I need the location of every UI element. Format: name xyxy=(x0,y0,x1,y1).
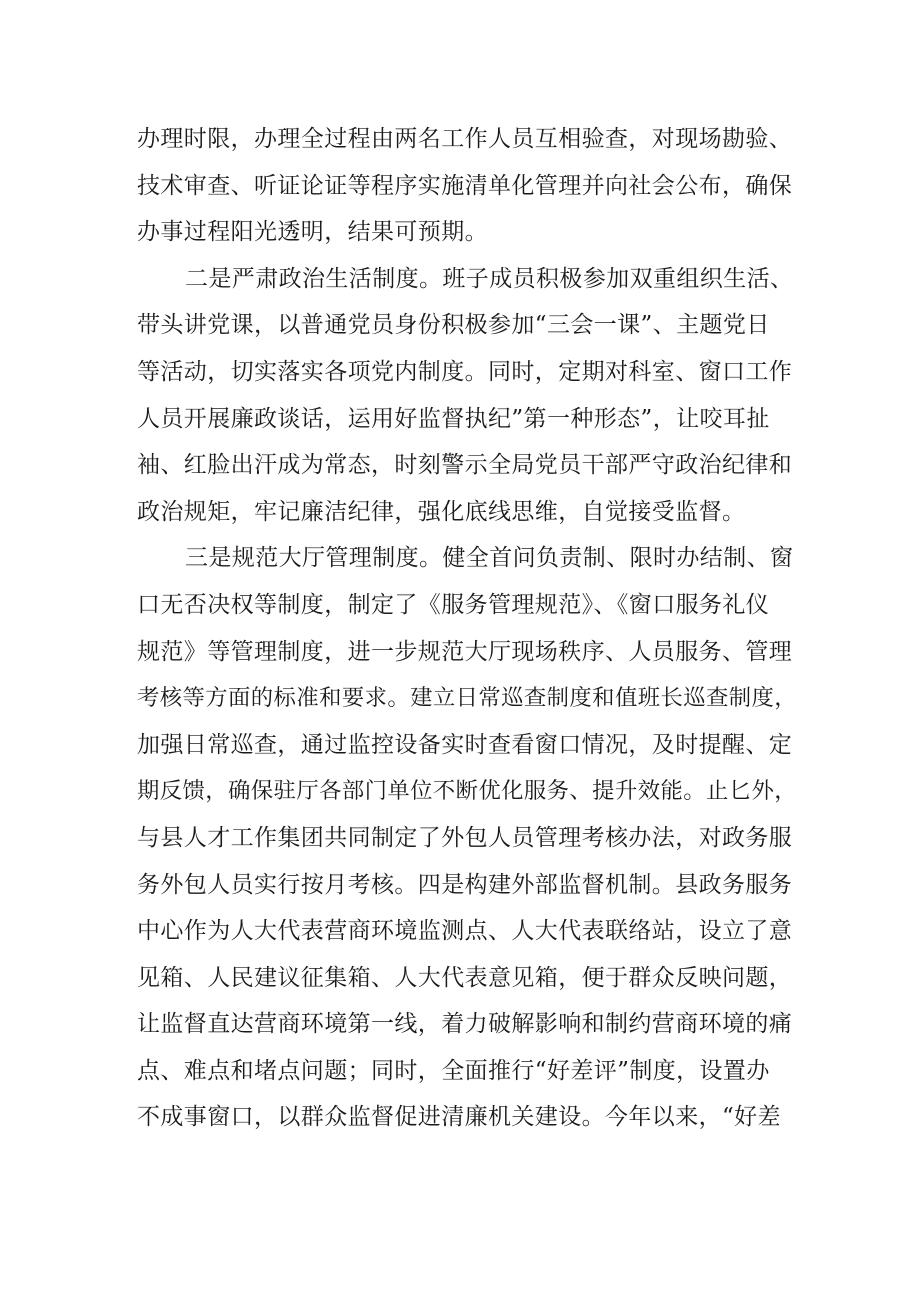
text-line: 与县人才工作集团共同制定了外包人员管理考核办法，对政务服 xyxy=(137,824,793,851)
text-line: 技术审查、听证论证等程序实施清单化管理并向社会公布，确保 xyxy=(137,172,793,199)
text-line: 规范》等管理制度，进一步规范大厅现场秩序、人员服务、管理 xyxy=(137,638,793,665)
text-line: 务外包人员实行按月考核。四是构建外部监督机制。县政务服务 xyxy=(137,871,793,898)
text-line: 带头讲党课，以普通党员身份积极参加“三会一课”、主题党日 xyxy=(137,312,770,339)
text-line: 办理时限，办理全过程由两名工作人员互相验查，对现场勘验、 xyxy=(137,126,793,152)
text-line: 加强日常巡查，通过监控设备实时查看窗口情况，及时提醒、定 xyxy=(137,731,793,758)
text-line: 办事过程阳光透明，结果可预期。 xyxy=(137,219,488,246)
text-line: 期反馈，确保驻厅各部门单位不断优化服务、提升效能。止匕外， xyxy=(137,778,798,805)
text-line: 二是严肃政治生活制度。班子成员积极参加双重组织生活、 xyxy=(185,265,794,292)
text-line: 人员开展廉政谈话，运用好监督执纪”第一种形态”，让咬耳扯 xyxy=(137,405,770,432)
text-line: 不成事窗口，以群众监督促进清廉机关建设。今年以来，“好差 xyxy=(137,1104,781,1131)
text-line: 等活动，切实落实各项党内制度。同时，定期对科室、窗口工作 xyxy=(137,358,793,385)
text-line: 袖、红脸出汗成为常态，时刻警示全局党员干部严守政治纪律和 xyxy=(137,452,793,479)
text-line: 见箱、人民建议征集箱、人大代表意见箱，便于群众反映问题， xyxy=(137,964,793,991)
text-line: 让监督直达营商环境第一线，着力破解影响和制约营商环境的痛 xyxy=(137,1011,793,1038)
text-line: 政治规矩，牢记廉洁纪律，强化底线思维，自觉接受监督。 xyxy=(137,498,746,525)
text-line: 考核等方面的标准和要求。建立日常巡查制度和值班长巡查制度， xyxy=(137,685,798,712)
text-line: 三是规范大厅管理制度。健全首问负责制、限时办结制、窗 xyxy=(185,545,794,572)
text-line: 点、难点和堵点问题；同时，全面推行“好差评”制度，设置办 xyxy=(137,1057,770,1084)
text-line: 中心作为人大代表营商环境监测点、人大代表联络站，设立了意 xyxy=(137,918,793,945)
text-line: 口无否决权等制度，制定了《服务管理规范》、《窗口服务礼仪 xyxy=(137,591,770,618)
body-text xyxy=(137,116,797,1141)
